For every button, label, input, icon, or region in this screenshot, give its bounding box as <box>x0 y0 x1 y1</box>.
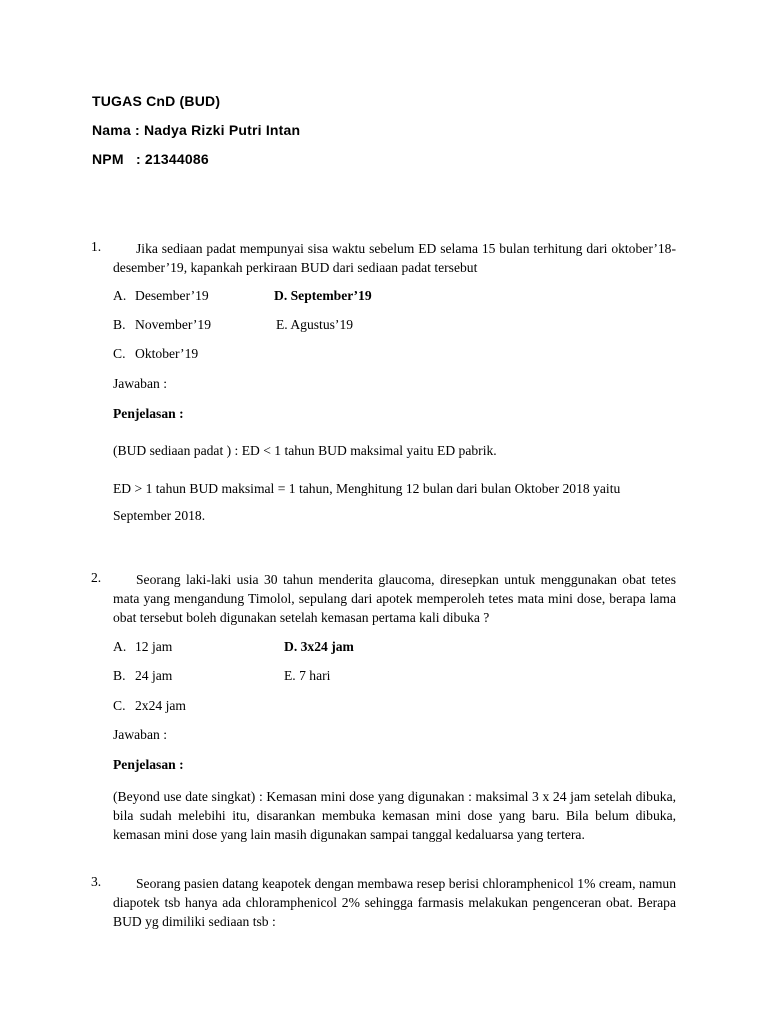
question-text: Seorang laki-laki usia 30 tahun menderita glaucoma, diresepkan untuk menggunakan obat tetes mata yang mengandung Timolol, sepulang dari apotek memperoleh tetes mata mini dose, berapa lama obat tersebut boleh digunakan setelah kemasan pertama kali dibuka ? <box>113 572 676 625</box>
question-text: Jika sediaan padat mempunyai sisa waktu sebelum ED selama 15 bulan terhitung dari oktober’18-desember’19, kapankah perkiraan BUD dari sediaan padat tersebut <box>113 241 676 275</box>
question-number: 1. <box>91 239 102 254</box>
explanation-label: Penjelasan : <box>113 406 184 421</box>
explanation-paragraph: (Beyond use date singkat) : Kemasan mini dose yang digunakan : maksimal 3 x 24 jam setelah dibuka, bila sudah melebihi itu, disarankan membuka kemasan mini dose yang baru. Bila belum dibuka, kemasan mini dose yang lain masih digunakan sampai tanggal kedaluarsa yang tertera. <box>113 789 676 842</box>
option-c: C. Oktober’19 <box>113 346 199 361</box>
option-b: B. 24 jam <box>113 668 173 683</box>
option-a: A. 12 jam <box>113 639 173 654</box>
question-text: Seorang pasien datang keapotek dengan membawa resep berisi chloramphenicol 1% cream, namun diapotek tsb hanya ada chloramphenicol 2% sehingga farmasis melakukan pengenceran obat. Berapa BUD yg dimiliki sediaan tsb : <box>113 876 676 929</box>
option-c: C. 2x24 jam <box>113 698 186 713</box>
document-title: TUGAS CnD (BUD) <box>92 93 221 109</box>
answer-label: Jawaban : <box>113 727 167 742</box>
student-npm: NPM : 21344086 <box>92 151 209 167</box>
question-number: 3. <box>91 874 102 889</box>
option-e: E. Agustus’19 <box>276 317 354 332</box>
option-d-correct: D. September’19 <box>274 288 372 303</box>
explanation-line: (BUD sediaan padat ) : ED < 1 tahun BUD maksimal yaitu ED pabrik. <box>113 443 497 458</box>
option-d-correct: D. 3x24 jam <box>284 639 354 654</box>
option-b: B. November’19 <box>113 317 212 332</box>
explanation-label: Penjelasan : <box>113 757 184 772</box>
option-a: A. Desember’19 <box>113 288 209 303</box>
answer-label: Jawaban : <box>113 376 167 391</box>
explanation-line: ED > 1 tahun BUD maksimal = 1 tahun, Menghitung 12 bulan dari bulan Oktober 2018 yaitu <box>113 481 621 496</box>
student-name: Nama : Nadya Rizki Putri Intan <box>92 122 301 138</box>
explanation-line: September 2018. <box>113 508 206 523</box>
option-e: E. 7 hari <box>284 668 331 683</box>
question-number: 2. <box>91 570 102 585</box>
